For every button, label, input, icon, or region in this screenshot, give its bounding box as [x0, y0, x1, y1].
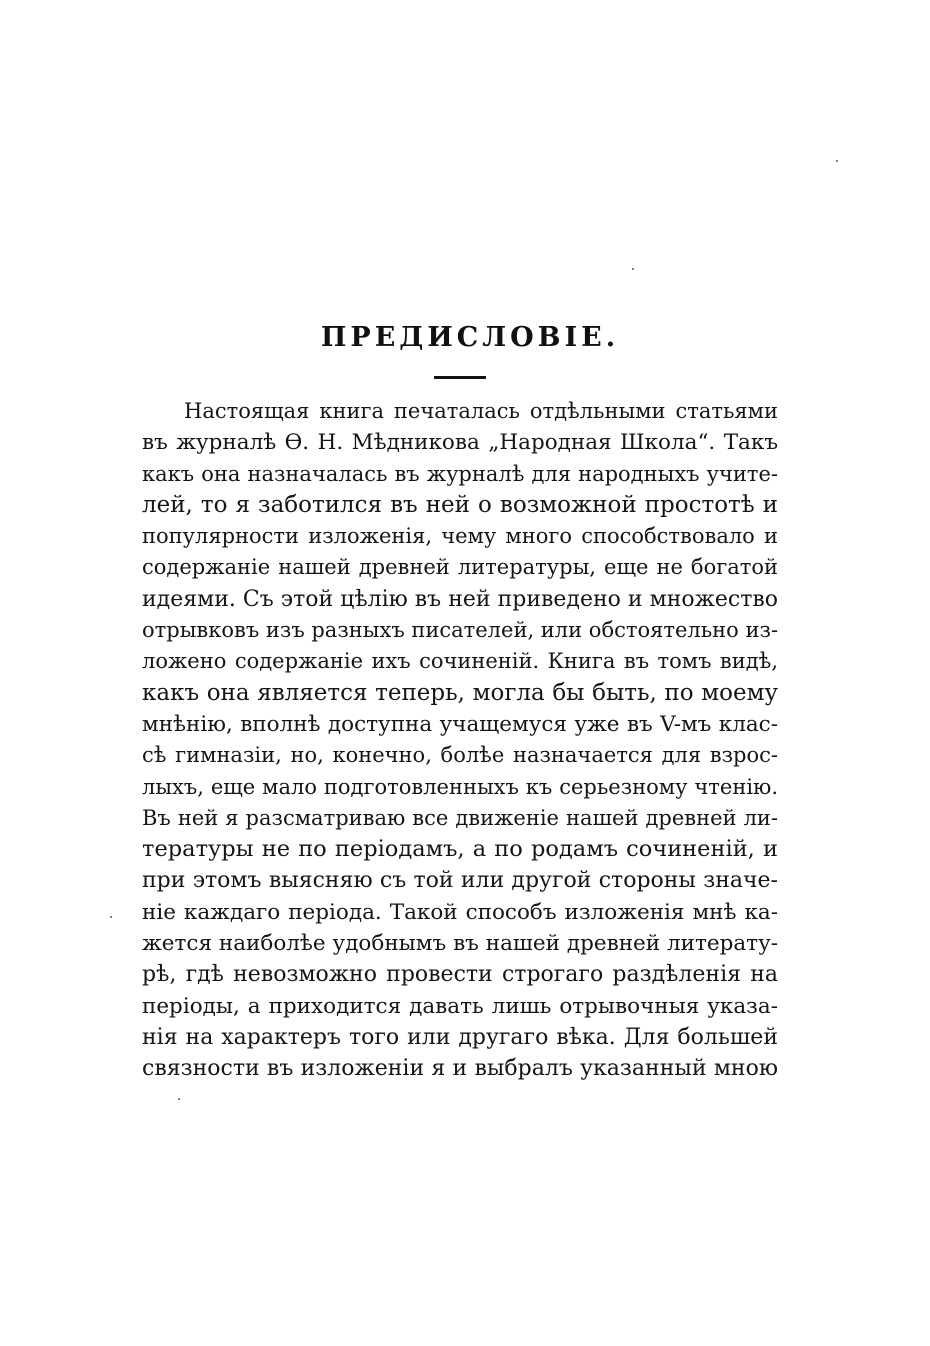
text-line: періоды, а приходится давать лишь отрывочныя указа- — [142, 993, 778, 1019]
paper-speck — [178, 1098, 180, 1100]
text-line: содержаніе нашей древней литературы, еще не богатой — [142, 555, 778, 580]
text-line: тературы не по періодамъ, а по родамъ сочиненій, и — [142, 836, 778, 863]
text-line: рѣ, гдѣ невозможно провести строгаго раздѣленія на — [142, 962, 778, 988]
text-line: идеями. Съ этой цѣлію въ ней приведено и множество — [142, 586, 778, 612]
paper-speck — [632, 268, 634, 270]
text-line: отрывковъ изъ разныхъ писателей, или обстоятельно из- — [142, 618, 779, 643]
text-line: Настоящая книга печаталась отдѣльными статьями — [184, 399, 778, 423]
text-line: связности въ изложеніи я и выбралъ указанный мною — [142, 1056, 778, 1082]
preface-paragraph — [142, 396, 778, 1085]
paper-speck — [836, 160, 838, 162]
text-line: лей, то я заботился въ ней о возможной простотѣ и — [142, 491, 778, 518]
text-line: ніе каждаго періода. Такой способъ изложенія мнѣ ка- — [142, 899, 778, 925]
text-line: при этомъ выясняю съ той или другой стороны значе- — [142, 868, 778, 894]
chapter-title: ПРЕДИСЛОВІЕ. — [320, 322, 620, 353]
text-line: популярности изложенія, чему много способствовало и — [142, 524, 778, 549]
text-line: мнѣнію, вполнѣ доступна учащемуся уже въ V-мъ клас- — [142, 711, 778, 737]
text-line: лыхъ, еще мало подготовленныхъ къ серьезному чтенію. — [142, 774, 778, 799]
text-line: ложено содержаніе ихъ сочиненій. Книга въ томъ видѣ, — [142, 649, 778, 674]
text-line: какъ она назначалась въ журналѣ для народныхъ учите- — [142, 461, 778, 486]
paper-speck — [110, 916, 112, 918]
title-divider — [434, 376, 486, 379]
text-line: нія на характеръ того или другаго вѣка. Для большей — [142, 1024, 778, 1050]
text-line: въ журналѣ Ѳ. Н. Мѣдникова „Народная Школа“. Такъ — [142, 430, 778, 456]
text-line: какъ она является теперь, могла бы быть, по моему — [142, 679, 778, 706]
text-line: жется наиболѣе удобнымъ въ нашей древней литерату- — [142, 931, 778, 957]
text-line: сѣ гимназіи, но, конечно, болѣе назначается для взрос- — [142, 743, 778, 768]
text-line: Въ ней я разсматриваю все движеніе нашей древней ли- — [142, 805, 778, 830]
